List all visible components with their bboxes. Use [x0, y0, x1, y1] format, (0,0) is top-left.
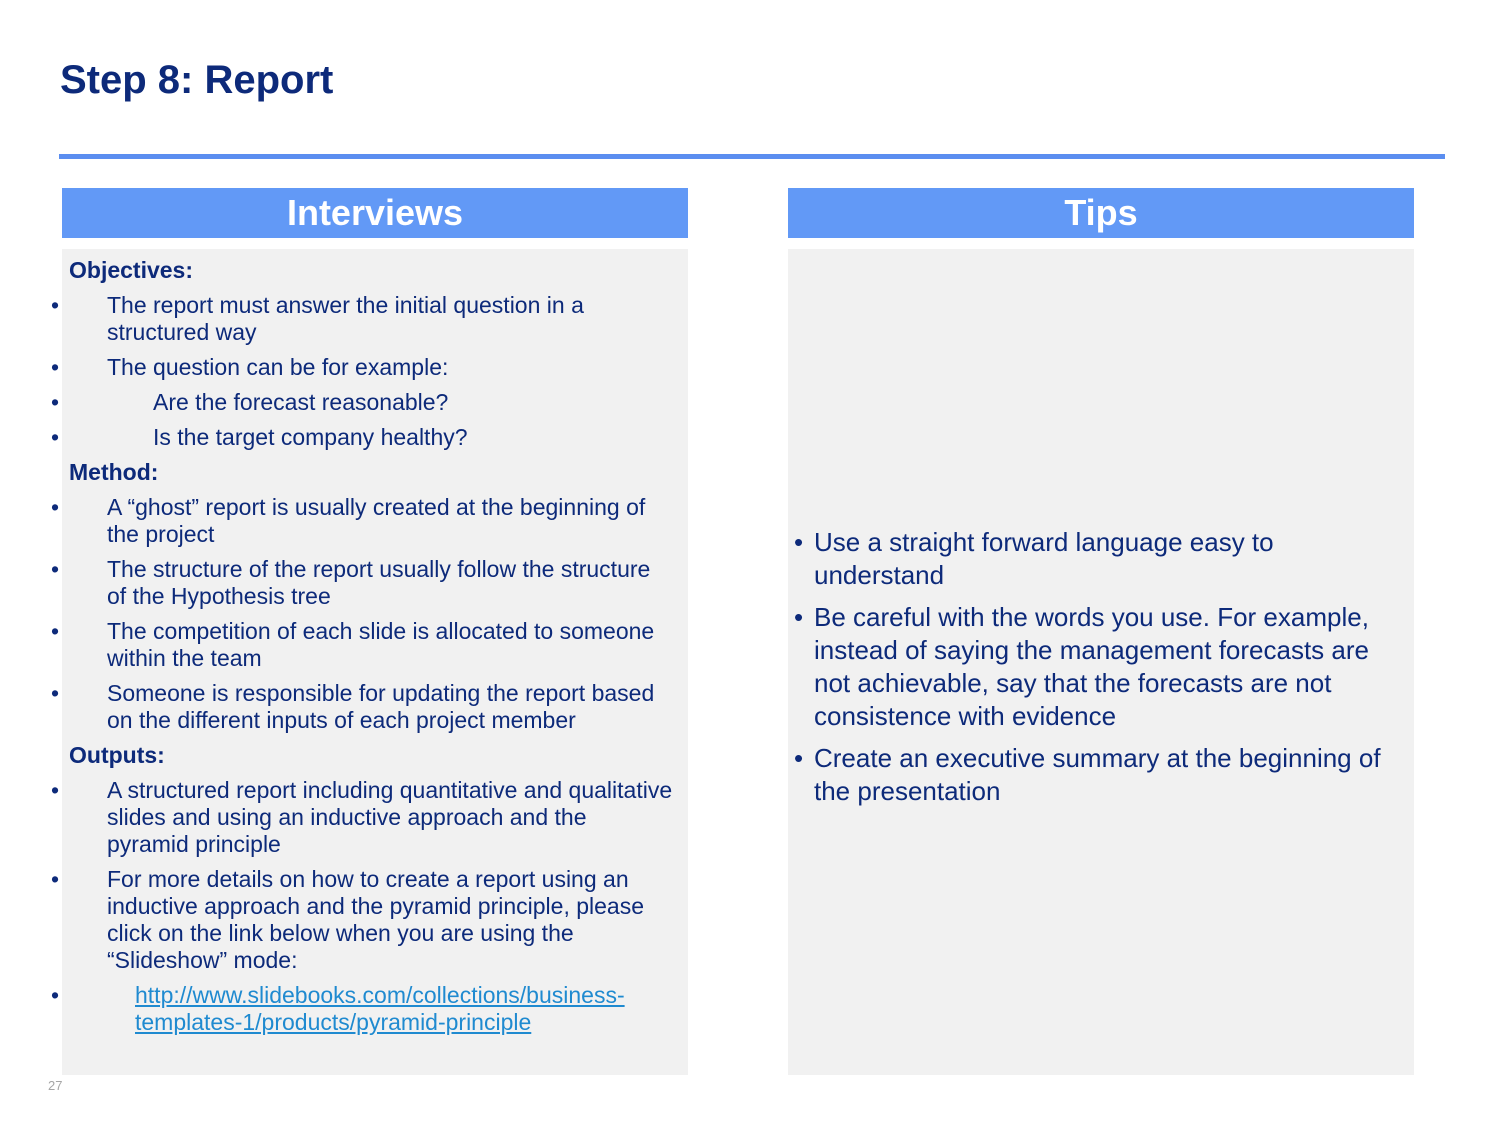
list-item: • Someone is responsible for updating the report based on the different inputs of each project member: [69, 680, 674, 734]
list-item: • Are the forecast reasonable?: [69, 389, 674, 416]
interviews-header: Interviews: [62, 188, 688, 238]
tips-header: Tips: [788, 188, 1414, 238]
method-heading: Method:: [69, 459, 159, 485]
list-item: • Be careful with the words you use. For example, instead of saying the management forecasts are not achievable, say that the forecasts are not consistence with evidence: [814, 601, 1408, 733]
list-item: • The structure of the report usually follow the structure of the Hypothesis tree: [69, 556, 674, 610]
list-item: • A “ghost” report is usually created at the beginning of the project: [69, 494, 674, 548]
list-item: [69, 982, 674, 1036]
list-item: • The question can be for example:: [69, 354, 674, 381]
page-number: 27: [48, 1078, 63, 1093]
list-item: • The report must answer the initial question in a structured way: [69, 292, 674, 346]
outputs-heading: Outputs:: [69, 742, 165, 768]
list-item: • For more details on how to create a report using an inductive approach and the pyramid principle, please click on the link below when you are using the “Slideshow” mode:: [69, 866, 674, 974]
list-item: • A structured report including quantitative and qualitative slides and using an inductive approach and the pyramid principle: [69, 777, 674, 858]
slide-title: Step 8: Report: [60, 58, 334, 102]
list-item: • Create an executive summary at the beginning of the presentation: [814, 742, 1408, 808]
list-item: • The competition of each slide is allocated to someone within the team: [69, 618, 674, 672]
title-divider: [59, 154, 1445, 159]
pyramid-principle-link[interactable]: http://www.slidebooks.com/collections/business-templates-1/products/pyramid-principle: [135, 982, 625, 1035]
outputs-list: [69, 777, 674, 1036]
objectives-heading: Objectives:: [69, 257, 193, 283]
interviews-panel: [62, 249, 688, 1075]
list-item: • Use a straight forward language easy to understand: [814, 526, 1408, 592]
objectives-list: [69, 292, 674, 451]
tips-panel: [788, 249, 1414, 1075]
list-item: • Is the target company healthy?: [69, 424, 674, 451]
tips-list: [814, 526, 1408, 817]
method-list: [69, 494, 674, 734]
